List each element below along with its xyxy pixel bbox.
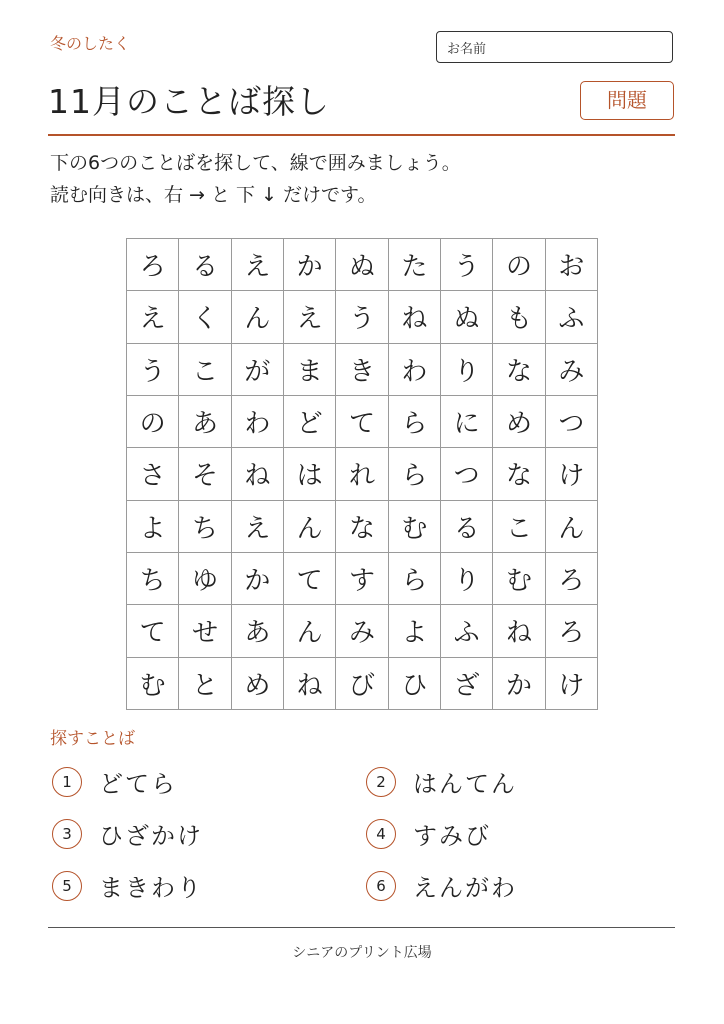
- grid-cell: ひ: [389, 658, 441, 710]
- grid-cell: う: [127, 344, 179, 396]
- page-title: 11月のことば探し: [48, 82, 330, 121]
- grid-cell: わ: [232, 396, 284, 448]
- word-number-4: 4: [366, 819, 396, 849]
- grid-cell: け: [546, 448, 598, 500]
- grid-cell: う: [441, 239, 493, 291]
- grid-cell: に: [441, 396, 493, 448]
- grid-cell: ち: [127, 553, 179, 605]
- grid-cell: う: [336, 291, 388, 343]
- word-text-4: すみび: [413, 822, 491, 850]
- grid-cell: む: [389, 501, 441, 553]
- grid-cell: か: [493, 658, 545, 710]
- grid-cell: る: [179, 239, 231, 291]
- grid-cell: お: [546, 239, 598, 291]
- grid-cell: ら: [389, 553, 441, 605]
- grid-cell: ね: [493, 605, 545, 657]
- grid-cell: ゆ: [179, 553, 231, 605]
- grid-cell: ん: [284, 501, 336, 553]
- grid-cell: め: [493, 396, 545, 448]
- grid-cell: か: [284, 239, 336, 291]
- grid-cell: つ: [441, 448, 493, 500]
- grid-cell: あ: [179, 396, 231, 448]
- grid-cell: ち: [179, 501, 231, 553]
- word-text-5: まきわり: [99, 874, 203, 902]
- grid-cell: こ: [493, 501, 545, 553]
- grid-cell: ろ: [546, 553, 598, 605]
- footer-divider: [48, 927, 675, 928]
- grid-cell: ふ: [546, 291, 598, 343]
- grid-cell: よ: [127, 501, 179, 553]
- grid-cell: え: [127, 291, 179, 343]
- grid-cell: ろ: [546, 605, 598, 657]
- word-item-2: [366, 764, 517, 799]
- grid-cell: て: [284, 553, 336, 605]
- grid-cell: ぬ: [336, 239, 388, 291]
- word-number-6: 6: [366, 871, 396, 901]
- grid-cell: よ: [389, 605, 441, 657]
- grid-cell: も: [493, 291, 545, 343]
- grid-cell: な: [493, 344, 545, 396]
- grid-cell: ら: [389, 396, 441, 448]
- word-list-heading: 探すことば: [50, 729, 135, 749]
- grid-cell: め: [232, 658, 284, 710]
- word-search-grid: [126, 238, 598, 710]
- grid-cell: そ: [179, 448, 231, 500]
- grid-cell: ら: [389, 448, 441, 500]
- grid-cell: ろ: [127, 239, 179, 291]
- grid-cell: び: [336, 658, 388, 710]
- grid-cell: ね: [284, 658, 336, 710]
- grid-cell: ね: [389, 291, 441, 343]
- header-divider: [48, 134, 675, 136]
- grid-cell: が: [232, 344, 284, 396]
- word-text-2: はんてん: [413, 770, 517, 798]
- grid-cell: わ: [389, 344, 441, 396]
- grid-cell: せ: [179, 605, 231, 657]
- grid-cell: ざ: [441, 658, 493, 710]
- instruction-line-2: 読む向きは、右 → と 下 ↓ だけです。: [50, 184, 377, 206]
- grid-cell: え: [232, 239, 284, 291]
- grid-cell: こ: [179, 344, 231, 396]
- grid-cell: り: [441, 553, 493, 605]
- name-field[interactable]: [436, 31, 673, 63]
- word-item-4: [366, 816, 491, 851]
- grid-cell: み: [546, 344, 598, 396]
- grid-cell: み: [336, 605, 388, 657]
- word-text-6: えんがわ: [413, 874, 517, 902]
- grid-cell: き: [336, 344, 388, 396]
- grid-cell: む: [127, 658, 179, 710]
- grid-cell: け: [546, 658, 598, 710]
- footer-site-name: シニアのプリント広場: [292, 945, 432, 961]
- word-number-2: 2: [366, 767, 396, 797]
- name-field-label: お名前: [447, 42, 487, 57]
- word-number-3: 3: [52, 819, 82, 849]
- grid-cell: な: [493, 448, 545, 500]
- word-text-1: どてら: [99, 770, 177, 798]
- grid-cell: く: [179, 291, 231, 343]
- grid-cell: ま: [284, 344, 336, 396]
- grid-cell: る: [441, 501, 493, 553]
- grid-cell: と: [179, 658, 231, 710]
- grid-cell: ふ: [441, 605, 493, 657]
- word-number-1: 1: [52, 767, 82, 797]
- grid-cell: り: [441, 344, 493, 396]
- grid-cell: れ: [336, 448, 388, 500]
- grid-cell: て: [336, 396, 388, 448]
- word-item-6: [366, 868, 517, 903]
- grid-cell: ん: [232, 291, 284, 343]
- grid-cell: ん: [284, 605, 336, 657]
- grid-cell: た: [389, 239, 441, 291]
- grid-cell: か: [232, 553, 284, 605]
- grid-cell: す: [336, 553, 388, 605]
- instruction-line-1: 下の6つのことばを探して、線で囲みましょう。: [50, 152, 461, 174]
- grid-cell: え: [232, 501, 284, 553]
- grid-cell: て: [127, 605, 179, 657]
- grid-cell: さ: [127, 448, 179, 500]
- grid-cell: ど: [284, 396, 336, 448]
- grid-cell: ん: [546, 501, 598, 553]
- grid-cell: つ: [546, 396, 598, 448]
- grid-cell: あ: [232, 605, 284, 657]
- category-label: 冬のしたく: [50, 34, 131, 53]
- grid-cell: む: [493, 553, 545, 605]
- grid-cell: ね: [232, 448, 284, 500]
- grid-cell: え: [284, 291, 336, 343]
- word-number-5: 5: [52, 871, 82, 901]
- word-item-3: [52, 816, 203, 851]
- word-item-5: [52, 868, 203, 903]
- grid-cell: ぬ: [441, 291, 493, 343]
- grid-cell: な: [336, 501, 388, 553]
- word-item-1: [52, 764, 177, 799]
- problem-badge: 問題: [580, 81, 674, 120]
- grid-cell: の: [127, 396, 179, 448]
- grid-cell: の: [493, 239, 545, 291]
- grid-cell: は: [284, 448, 336, 500]
- word-text-3: ひざかけ: [99, 822, 203, 850]
